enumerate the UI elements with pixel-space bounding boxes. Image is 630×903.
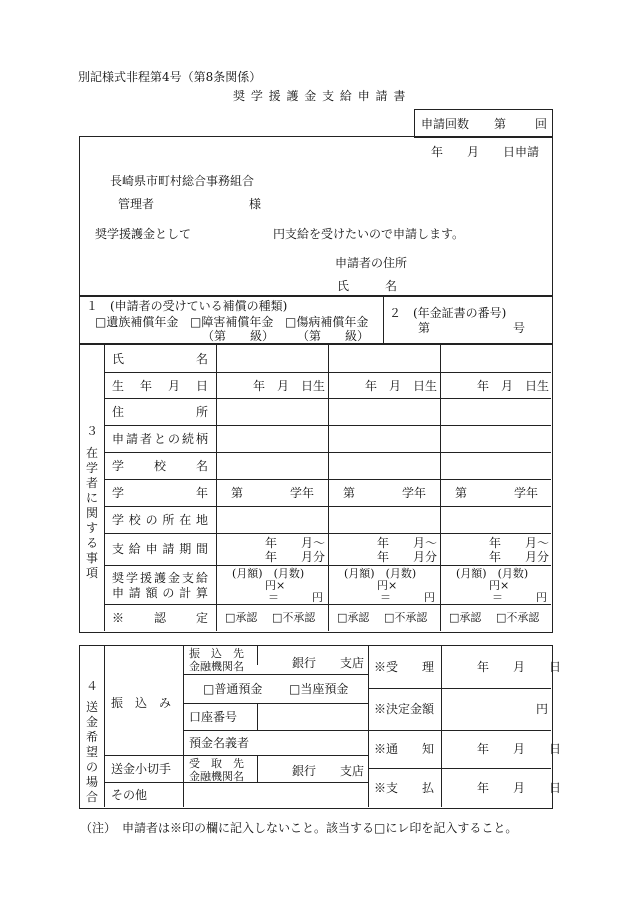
section4-number: ４	[86, 679, 99, 693]
account-number-label: 口座番号	[189, 710, 238, 724]
calc-mult-3[interactable]: 円×	[489, 579, 510, 592]
period-from-2[interactable]: 年 月～	[376, 536, 437, 550]
certificate-go: 号	[513, 321, 526, 335]
section4-label: 送金希望の場合	[85, 700, 98, 804]
birth-value-3[interactable]: 年 月 日生	[476, 379, 549, 393]
shiharai-label: ※支 払	[374, 781, 435, 795]
footnote: （注） 申請者は※印の欄に記入しないこと。該当する□にレ印を記入すること。	[80, 821, 518, 835]
account-holder-label: 預金名義者	[189, 736, 250, 750]
calc-result-3[interactable]: ＝ 円	[492, 591, 547, 604]
calc-result-2[interactable]: ＝ 円	[380, 591, 435, 604]
shiharai-date[interactable]: 年 月 日	[477, 781, 562, 795]
bank-branch-text[interactable]: 銀行 支店	[292, 656, 365, 670]
calc-header-3: (月額) (月数)	[456, 567, 529, 580]
disapprove-3[interactable]: □不承認	[496, 611, 540, 624]
grade-dai-1[interactable]: 第	[231, 486, 244, 500]
grade-year-1[interactable]: 学年	[290, 486, 315, 500]
birth-value-1[interactable]: 年 月 日生	[252, 379, 325, 393]
period-from-3[interactable]: 年 月～	[488, 536, 549, 550]
application-date[interactable]: 年 月 日申請	[431, 145, 540, 159]
row-period-label: 支給申請期間	[112, 542, 208, 556]
toza-yokin-option[interactable]: □当座預金	[289, 682, 349, 696]
tsuchi-date[interactable]: 年 月 日	[477, 742, 562, 756]
row-address-label: 住所	[112, 405, 208, 419]
certificate-dai: 第	[418, 321, 431, 335]
section1-heading: １ (申請者の受けている補償の種類)	[86, 299, 288, 313]
row-approval-label: ※認定	[112, 611, 208, 625]
disapprove-2[interactable]: □不承認	[384, 611, 428, 624]
application-box	[79, 136, 553, 297]
futsu-yokin-option[interactable]: □普通預金	[203, 682, 263, 696]
disapprove-1[interactable]: □不承認	[272, 611, 316, 624]
calc-header-2: (月額) (月数)	[344, 567, 417, 580]
purpose-lead: 奨学援護金として	[95, 227, 192, 241]
applicant-name-label[interactable]: 氏 名	[337, 279, 398, 293]
kettei-yen[interactable]: 円	[536, 702, 549, 716]
period-to-1[interactable]: 年 月分	[264, 550, 325, 564]
grade-shobyo[interactable]: （第 級）	[297, 329, 370, 343]
juri-label: ※受 理	[374, 660, 435, 674]
juri-date[interactable]: 年 月 日	[477, 660, 562, 674]
recv-branch-text[interactable]: 銀行 支店	[292, 764, 365, 778]
row-calc-label-2: 申請額の計算	[112, 586, 208, 600]
option-shogai[interactable]: □障害補償年金	[190, 315, 274, 329]
count-dai: 第	[494, 117, 507, 131]
bank-dest-label-1: 振 込 先	[189, 647, 244, 660]
bank-dest-label-2: 金融機関名	[189, 660, 244, 673]
recv-label-1: 受 取 先	[189, 757, 244, 770]
tsuchi-label: ※通 知	[374, 742, 435, 756]
row-birth-label: 生年月日	[112, 379, 208, 393]
grade-shogai[interactable]: （第 級）	[202, 329, 275, 343]
calc-result-1[interactable]: ＝ 円	[268, 591, 323, 604]
grade-dai-3[interactable]: 第	[455, 486, 468, 500]
count-kai: 回	[535, 117, 548, 131]
calc-mult-1[interactable]: 円×	[265, 579, 286, 592]
row-school-address-label: 学校の所在地	[112, 513, 208, 527]
section3-number: ３	[86, 424, 99, 438]
approve-1[interactable]: □承認	[225, 611, 258, 624]
approve-2[interactable]: □承認	[337, 611, 370, 624]
sama-label: 様	[249, 197, 262, 211]
row-name-label: 氏名	[112, 352, 208, 366]
other-label: その他	[111, 788, 148, 802]
regulation-reference: 別記様式非程第4号（第8条関係）	[78, 70, 262, 84]
option-izoku[interactable]: □遺族補償年金	[95, 315, 179, 329]
approve-3[interactable]: □承認	[449, 611, 482, 624]
kettei-label: ※決定金額	[374, 702, 435, 716]
row-relation-label: 申請者との続柄	[112, 432, 208, 446]
grade-year-3[interactable]: 学年	[514, 486, 539, 500]
form-title: 奨 学 援 護 金 支 給 申 請 書	[233, 89, 407, 103]
grade-dai-2[interactable]: 第	[343, 486, 356, 500]
section2-heading: ２ (年金証書の番号)	[389, 306, 507, 320]
kogitte-label: 送金小切手	[111, 762, 172, 776]
applicant-address-label[interactable]: 申請者の住所	[335, 256, 408, 270]
period-from-1[interactable]: 年 月～	[264, 536, 325, 550]
birth-value-2[interactable]: 年 月 日生	[364, 379, 437, 393]
row-school-label: 学校名	[112, 459, 208, 473]
grade-year-2[interactable]: 学年	[402, 486, 427, 500]
calc-mult-2[interactable]: 円×	[377, 579, 398, 592]
purpose-tail: 円支給を受けたいので申請します。	[273, 227, 465, 241]
period-to-3[interactable]: 年 月分	[488, 550, 549, 564]
recv-label-2: 金融機関名	[189, 770, 244, 783]
organization-name: 長崎県市町村総合事務組合	[110, 174, 255, 188]
row-calc-label-1: 奨学援護金支給	[112, 571, 208, 585]
period-to-2[interactable]: 年 月分	[376, 550, 437, 564]
option-shobyo[interactable]: □傷病補償年金	[285, 315, 369, 329]
section3-label: 在学者に関する事項	[85, 446, 98, 580]
row-grade-label: 学年	[112, 486, 208, 500]
calc-header-1: (月額) (月数)	[232, 567, 305, 580]
furikomi-label: 振 込 み	[111, 696, 172, 710]
manager-label: 管理者	[118, 197, 155, 211]
count-label: 申請回数	[421, 117, 470, 131]
